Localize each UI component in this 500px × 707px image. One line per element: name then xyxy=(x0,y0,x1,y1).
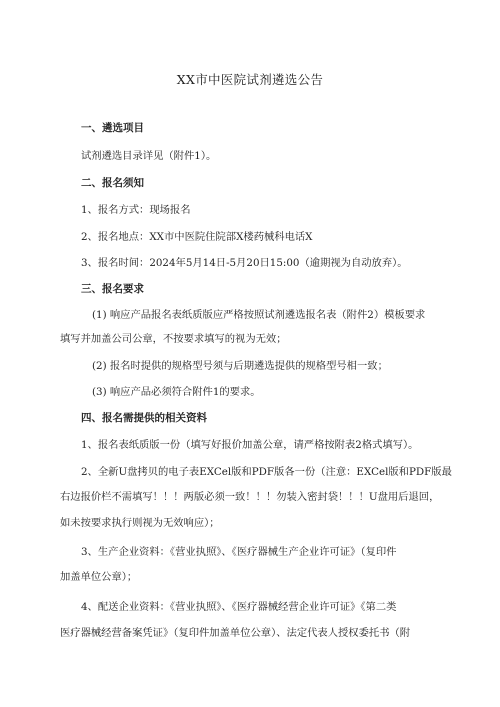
section-heading-registration-notice: 二、报名须知 xyxy=(81,177,144,189)
paragraph-line: 1、报名表纸质版一份（填写好报价加盖公章，请严格按附表2格式填写）。 xyxy=(81,439,419,451)
paragraph-line: (1) 响应产品报名表纸质版应严格按照试剂遴选报名表（附件2）模板要求 xyxy=(92,309,426,321)
paragraph-line: (2) 报名时提供的规格型号须与后期遴选提供的规格型号相一致； xyxy=(92,360,388,372)
section-heading-registration-requirements: 三、报名要求 xyxy=(81,283,144,295)
paragraph-line: 加盖单位公章）； xyxy=(60,571,138,583)
section-heading-selection-items: 一、遴选项目 xyxy=(81,122,144,134)
paragraph-line: 1、报名方式：现场报名 xyxy=(81,204,191,216)
paragraph-line: 3、生产企业资料：《营业执照》、《医疗器械生产企业许可证》（复印件 xyxy=(81,546,397,558)
paragraph-line: 2、全新U盘拷贝的电子表EXCel版和PDF版各一份（注意：EXCel版和PDF版最 xyxy=(81,466,452,478)
paragraph-line: 如未按要求执行则视为无效响应）； xyxy=(60,517,220,529)
paragraph-line: 右边报价栏不需填写！！！两版必须一致！！！勿装入密封袋！！！U盘用后退回， xyxy=(60,491,440,503)
paragraph-line: 4、配送企业资料：《营业执照》、《医疗器械经营企业许可证》《第二类 xyxy=(81,601,397,613)
paragraph-line: 2、报名地点：XX市中医院住院部X楼药械科电话X xyxy=(81,231,313,243)
paragraph-line: 试剂遴选目录详见（附件1）。 xyxy=(81,150,217,162)
paragraph-line: 医疗器械经营备案凭证》（复印件加盖单位公章）、法定代表人授权委托书（附 xyxy=(60,627,411,639)
paragraph-line: 3、报名时间：2024年5月14日-5月20日15:00（逾期视为自动放弃）。 xyxy=(81,257,408,269)
paragraph-line: (3) 响应产品必须符合附件1的要求。 xyxy=(92,386,261,398)
document-title: XX市中医院试剂遴选公告 xyxy=(176,72,324,87)
section-heading-required-materials: 四、报名需提供的相关资料 xyxy=(81,412,207,424)
paragraph-line: 填写并加盖公司公章，不按要求填写的视为无效； xyxy=(60,333,287,345)
